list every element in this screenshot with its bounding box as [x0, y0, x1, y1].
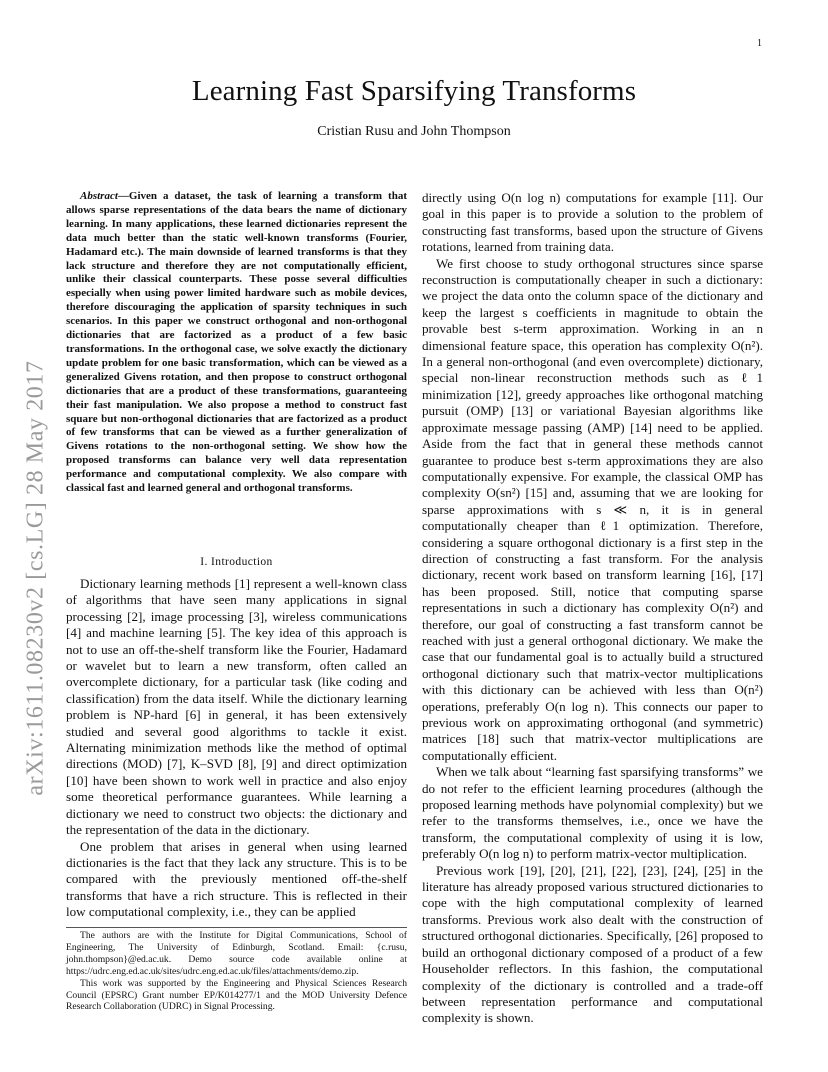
paragraph-continued: directly using O(n log n) computations for example [11]. Our goal in this paper is to provide a solution to the problem of constructing fast transforms, based upon the structure of Givens rotations, learned from training data.	[422, 190, 763, 255]
author-list: Cristian Rusu and John Thompson	[317, 124, 511, 139]
footnote-funding: This work was supported by the Engineering and Physical Sciences Research Council (EPSRC) Grant number EP/K014277/1 and the MOD University Defence Research Collaboration (UDRC) in Signal Processing.	[66, 977, 407, 1013]
paragraph: Dictionary learning methods [1] represent a well-known class of algorithms that have seen many applications in signal processing [2], image processing [3], wireless communications [4] and machine learning [5]. The key idea of this approach is not to use an off-the-shelf transform like the Fourier, Hadamard or wavelet but to learn a new transform, often called an overcomplete dictionary, for a particular task (like coding and classification) from the data itself. While the dictionary learning problem is NP-hard [6] in general, it has been extensively studied and several good algorithms to tackle it exist. Alternating minimization methods like the method of optimal directions (MOD) [7], K–SVD [8], [9] and direct optimization [10] have been shown to work well in practice and also enjoy some theoretical performance guarantees. While learning a dictionary we need to construct two objects: the dictionary and the representation of the data in the dictionary.	[66, 576, 407, 838]
abstract-text: —Given a dataset, the task of learning a transform that allows sparse representations of the data bears the name of dictionary learning. In many applications, these learned dictionaries represent the data much better than the static well-known transforms (Fourier, Hadamard etc.). The main downside of learned transforms is that they lack structure and therefore they are not computationally efficient, unlike their classical counterparts. These posse several difficulties especially when using power limited hardware such as mobile devices, therefore discouraging the application of sparsity techniques in such scenarios. In this paper we construct orthogonal and non-orthogonal dictionaries that are factorized as a product of a few basic transformations. In the orthogonal case, we solve exactly the dictionary update problem for one basic transformation, which can be viewed as a generalized Givens rotation, and then propose to construct orthogonal dictionaries that are a product of these transformations, guaranteeing their fast manipulation. We also propose a method to construct fast square but non-orthogonal dictionaries that are factorized as a product of few transforms that can be viewed as a further generalization of Givens rotations to the non-orthogonal setting. We show how the proposed transforms can balance very well data representation performance and computational complexity. We also compare with classical fast and learned general and orthogonal transforms.	[66, 190, 407, 495]
footnotes	[66, 927, 407, 1013]
introduction-left-column	[66, 576, 407, 921]
abstract-lead: Abstract	[80, 190, 118, 202]
right-column	[422, 190, 763, 1027]
abstract	[66, 190, 407, 496]
footnote-affiliation: The authors are with the Institute for Digital Communications, School of Engineering, The University of Edinburgh, Scotland. Email: {c.rusu, john.thompson}@ed.ac.uk. Demo source code available online at https://udrc.eng.ed.ac.uk/sites/udrc.eng.ed.ac.uk/files/attachments/demo.zip.	[66, 930, 407, 977]
paragraph: One problem that arises in general when using learned dictionaries is the fact that they lack any structure. This is to be compared with the previously mentioned off-the-shelf transforms that have a rich structure. This is reflected in their low computational complexity, i.e., they can be applied	[66, 838, 407, 920]
page-number: 1	[757, 38, 762, 49]
paragraph: We first choose to study orthogonal structures since sparse reconstruction is computationally cheaper in such a dictionary: we project the data onto the column space of the dictionary and keep the largest s coefficients in magnitude to obtain the provable best s-term approximation. Working in an n dimensional feature space, this operation has complexity O(n²). In a general non-orthogonal (and even overcomplete) dictionary, special non-linear reconstruction methods such as ℓ1 minimization [12], greedy approaches like orthogonal matching pursuit (OMP) [13] or variational Bayesian algorithms like approximate message passing (AMP) [14] need to be applied. Aside from the fact that in general these methods cannot guarantee to produce best s-term approximations they are also computationally expensive. For example, the classical OMP has complexity O(sn²) [15] and, assuming that we are looking for sparse approximations with s ≪ n, it is in general computationally cheaper than ℓ1 optimization. Therefore, considering a square orthogonal dictionary is a first step in the direction of constructing a fast transform. For the analysis dictionary, recent work based on transform learning [16], [17] has been proposed. Still, notice that computing sparse representations in such a dictionary has complexity O(n²) and therefore, our goal of constructing a fast transform cannot be reached with just a general orthogonal dictionary. We make the case that our fundamental goal is to actually build a structured orthogonal dictionary such that matrix-vector multiplications with this dictionary can be achieved with less than O(n²) operations, preferably O(n log n). This connects our paper to previous work on approximating orthogonal (and symmetric) matrices [18] such that matrix-vector multiplications are computationally efficient.	[422, 255, 763, 763]
arxiv-identifier-stamp[interactable]: arXiv:1611.08230v2 [cs.LG] 28 May 2017	[22, 360, 49, 796]
section-heading-introduction: I. Introduction	[200, 556, 273, 568]
paragraph: When we talk about “learning fast sparsifying transforms” we do not refer to the efficient learning procedures (although the proposed learning methods have polynomial complexity) but we refer to the transforms themselves, i.e., once we have the transform, the computational complexity of using it is low, preferably O(n log n) to perform matrix-vector multiplication.	[422, 764, 763, 862]
paragraph: Previous work [19], [20], [21], [22], [23], [24], [25] in the literature has already proposed various structured dictionaries to cope with the high computational complexity of learned transforms. Previous work also dealt with the construction of structured orthogonal dictionaries. Specifically, [26] proposed to build an orthogonal dictionary composed of a product of a few Householder reflectors. In this fashion, the computational complexity of the dictionary is controlled and a trade-off between representation performance and computational complexity is shown.	[422, 862, 763, 1026]
paper-title: Learning Fast Sparsifying Transforms	[191, 75, 637, 107]
